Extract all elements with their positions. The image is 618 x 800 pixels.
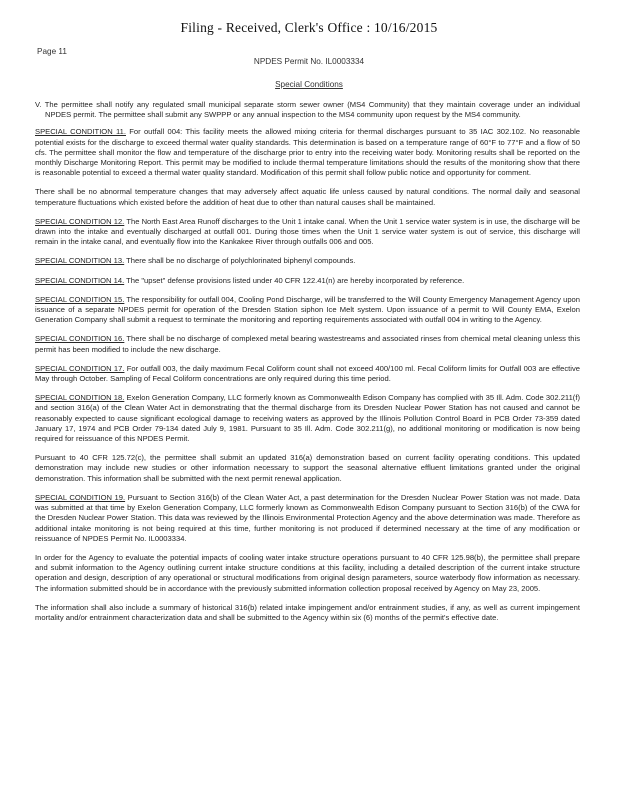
condition-label: SPECIAL CONDITION 17. (35, 363, 125, 373)
paragraph-v (35, 100, 580, 120)
condition-text: Exelon Generation Company, LLC formerly known as Commonwealth Edison Company has complied with 35 Ill. Adm. Code 302.211(f) and section 316(a) of the Clean Water Act in demonstrating that the thermal discharge from its Dresden Nuclear Power Station has not caused and cannot be reasonably expected to cause significant ecological damage to receiving waters as approved by the Illinois Pollution Control Board in PCB Order 73-359 dated January 17, 1974 and PCB Order 79-134 dated July 9, 1981. Pursuant to 35 Ill. Adm. Code 302.211(g), no additional monitoring or modification is now being required for reissuance of this NPDES Permit. (35, 393, 580, 444)
paragraph-text: Pursuant to 40 CFR 125.72(c), the permittee shall submit an updated 316(a) demonstration based on current facility operating conditions. This updated demonstration may include new studies or other information necessary to support the seasonal alternative effluent limitations granted under the original demonstration. This information shall be submitted with the next permit renewal application. (35, 453, 580, 483)
condition-text: The "upset" defense provisions listed under 40 CFR 122.41(n) are hereby incorporated by reference. (126, 275, 465, 285)
condition-text: There shall be no discharge of complexed metal bearing wastestreams and associated rinses from chemical metal cleaning unless this permit has been modified to include the new discharge. (35, 334, 580, 354)
condition-text: There shall be no discharge of polychlorinated biphenyl compounds. (126, 256, 356, 266)
special-conditions-heading: Special Conditions (275, 80, 343, 89)
special-condition-12 (35, 217, 580, 248)
paragraph-text: There shall be no abnormal temperature changes that may adversely affect aquatic life unless caused by natural conditions. The normal daily and seasonal temperature fluctuations which existed before the addition of heat due to other than natural causes shall be maintained. (35, 187, 580, 207)
permit-number: NPDES Permit No. IL0003334 (253, 57, 365, 66)
filing-stamp: Filing - Received, Clerk's Office : 10/16/2015 (180, 20, 438, 35)
special-condition-14 (35, 276, 580, 286)
condition-text: For outfall 004: This facility meets the allowed mixing criteria for thermal discharges pursuant to 35 IAC 302.102. No reasonable potential exists for the discharge to exceed thermal water quality standards. This determination is based on a temperature range of 60°F to 77°F and a flow of 50 cfs. The permittee shall monitor the flow and temperature of the discharge prior to entry into the receiving water body. Monitoring results shall be reported on the monthly Discharge Monitoring Report. This permit may be modified to include thermal temperature limitations should the results of the monitoring show that there is reasonable potential to exceed a thermal water quality standard. Modification of this permit shall follow public notice and opportunity for comment. (35, 127, 580, 178)
special-condition-15 (35, 295, 580, 326)
paragraph-historical-studies (35, 603, 580, 623)
page-number: Page 11 (37, 47, 67, 56)
document-body (35, 100, 580, 632)
special-condition-16 (35, 334, 580, 354)
condition-label: SPECIAL CONDITION 18. (35, 393, 125, 403)
condition-text: The North East Area Runoff discharges to the Unit 1 intake canal. When the Unit 1 service water system is in use, the discharge will be drawn into the intake and eventually discharged at outfall 001. During those times when the Unit 1 service water system is out of service, this discharge will remain in the intake canal, and eventually flow into the Kankakee River through outfalls 006 and 005. (35, 216, 580, 247)
condition-label: SPECIAL CONDITION 16. (35, 334, 125, 344)
paragraph-text: The information shall also include a summary of historical 316(b) related intake impingement and/or entrainment studies, if any, as well as current impingement mortality and/or entrainment characterization data and shall be submitted to the Agency within six (6) months of the permit's effective date. (35, 602, 580, 622)
special-condition-11 (35, 127, 580, 178)
condition-label: SPECIAL CONDITION 13. (35, 256, 125, 266)
condition-text: For outfall 003, the daily maximum Fecal Coliform count shall not exceed 400/100 ml. Fecal Coliform limits for Outfall 003 are effective May through October. Sampling of Fecal Coliform concentrations are only required during this time period. (35, 363, 580, 384)
condition-label: SPECIAL CONDITION 19. (35, 492, 126, 502)
condition-label: SPECIAL CONDITION 14. (35, 275, 125, 285)
special-condition-13 (35, 256, 580, 266)
condition-label: SPECIAL CONDITION 11. (35, 127, 126, 137)
condition-text: The responsibility for outfall 004, Cooling Pond Discharge, will be transferred to the Will County Emergency Management Agency upon issuance of a separate NPDES permit for operation of the Dresden Station siphon Ice Melt system. Upon issuance of a permit to Will County EMA, Exelon Generation Company shall submit a request to terminate the monitoring and reporting requirements associated with outfall 004 in writing to the Agency. (35, 294, 580, 325)
paragraph-316a (35, 453, 580, 484)
condition-label: SPECIAL CONDITION 12. (35, 216, 125, 226)
paragraph-text: V. The permittee shall notify any regulated small municipal separate storm sewer owner (MS4 Community) that they maintain coverage under an individual NPDES permit. The permittee shall submit any SWPPP or any annual inspection to the MS4 community upon request by the MS4 community. (35, 100, 580, 120)
paragraph-text: In order for the Agency to evaluate the potential impacts of cooling water intake structure operations pursuant to 40 CFR 125.98(b), the permittee shall prepare and submit information to the Agency outlining current intake structure conditions at this facility, including a detailed description of the current intake structure operation and design, description of any operational or structural modifications from original design parameters, source waterbody flow information as necessary. The information submitted should be in accordance with the previously submitted information collection proposal received by Agency on May 23, 2005. (35, 552, 580, 593)
condition-text: Pursuant to Section 316(b) of the Clean Water Act, a past determination for the Dresden Nuclear Power Station was not made. Data was submitted at that time by Exelon Generation Company, LLC formerly known as Commonwealth Edison Company pursuant to Section 316(b) of the CWA for the Dresden Nuclear Power Station. This data was reviewed by the Illinois Environmental Protection Agency and the above determination was made. Therefore as additional intake monitoring is not being required at this time, further monitoring is not produced if determined necessary at the time of any modification or reissuance of NPDES Permit No. IL0003334. (35, 492, 580, 543)
special-condition-18 (35, 393, 580, 444)
condition-label: SPECIAL CONDITION 15. (35, 294, 125, 304)
special-condition-19 (35, 493, 580, 544)
paragraph-intake-evaluation (35, 553, 580, 594)
special-condition-17 (35, 364, 580, 384)
paragraph-temperature (35, 187, 580, 207)
